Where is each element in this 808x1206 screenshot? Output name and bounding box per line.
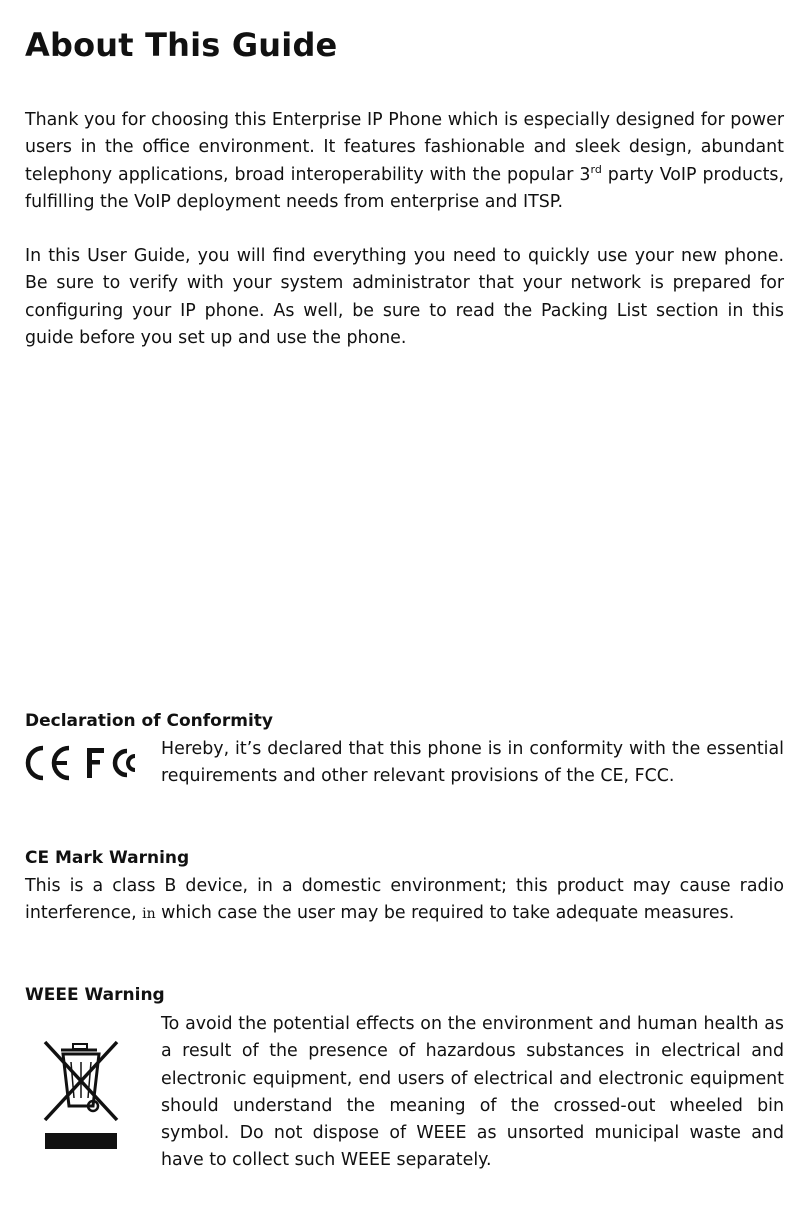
weee-heading: WEEE Warning (25, 985, 165, 1005)
ce-warning-text (25, 873, 784, 929)
page-title: About This Guide (25, 26, 338, 64)
declaration-text: Hereby, it’s declared that this phone is in conformity with the essential requirements and other relevant provisions of the CE, FCC. (161, 739, 784, 787)
intro-paragraph-2: In this User Guide, you will find everything you need to quickly use your new phone. Be sure to verify with your system administrator that your network is prepared for configuring your IP phone. As well, be sure to read the Packing List section in this guide before you set up and use the phone. (25, 246, 784, 348)
weee-text: To avoid the potential effects on the environment and human health as a result of the presence of hazardous substances in electrical and electronic equipment, end users of electrical and electronic equipment should understand the meaning of the crossed-out wheeled bin symbol. Do not dispose of WEEE as unsorted municipal waste and have to collect such WEEE separately. (161, 1014, 784, 1171)
ce-warning-text-in: in (142, 906, 156, 923)
ordinal-superscript: rd (590, 162, 602, 176)
crossed-out-wheeled-bin-icon (39, 1036, 123, 1152)
intro-paragraph-1 (25, 107, 784, 216)
ce-warning-heading: CE Mark Warning (25, 848, 190, 868)
intro-text-part-1: Thank you for choosing this Enterprise IP Phone which is especially designed for power users in the office environment. It features fashionable and sleek design, abundant telephony applications, broad interoperability with the popular 3 (25, 110, 784, 185)
intro-text-part-2: party VoIP products, fulfilling the VoIP deployment needs from enterprise and ITSP. (25, 164, 784, 212)
ce-warning-text-part-1: This is a class B device, in a domestic environment; this product may cause radio interference, (25, 876, 784, 924)
declaration-heading: Declaration of Conformity (25, 711, 273, 731)
ce-fcc-logo-icon (25, 742, 143, 784)
ce-warning-text-part-2: which case the user may be required to take adequate measures. (155, 903, 735, 924)
